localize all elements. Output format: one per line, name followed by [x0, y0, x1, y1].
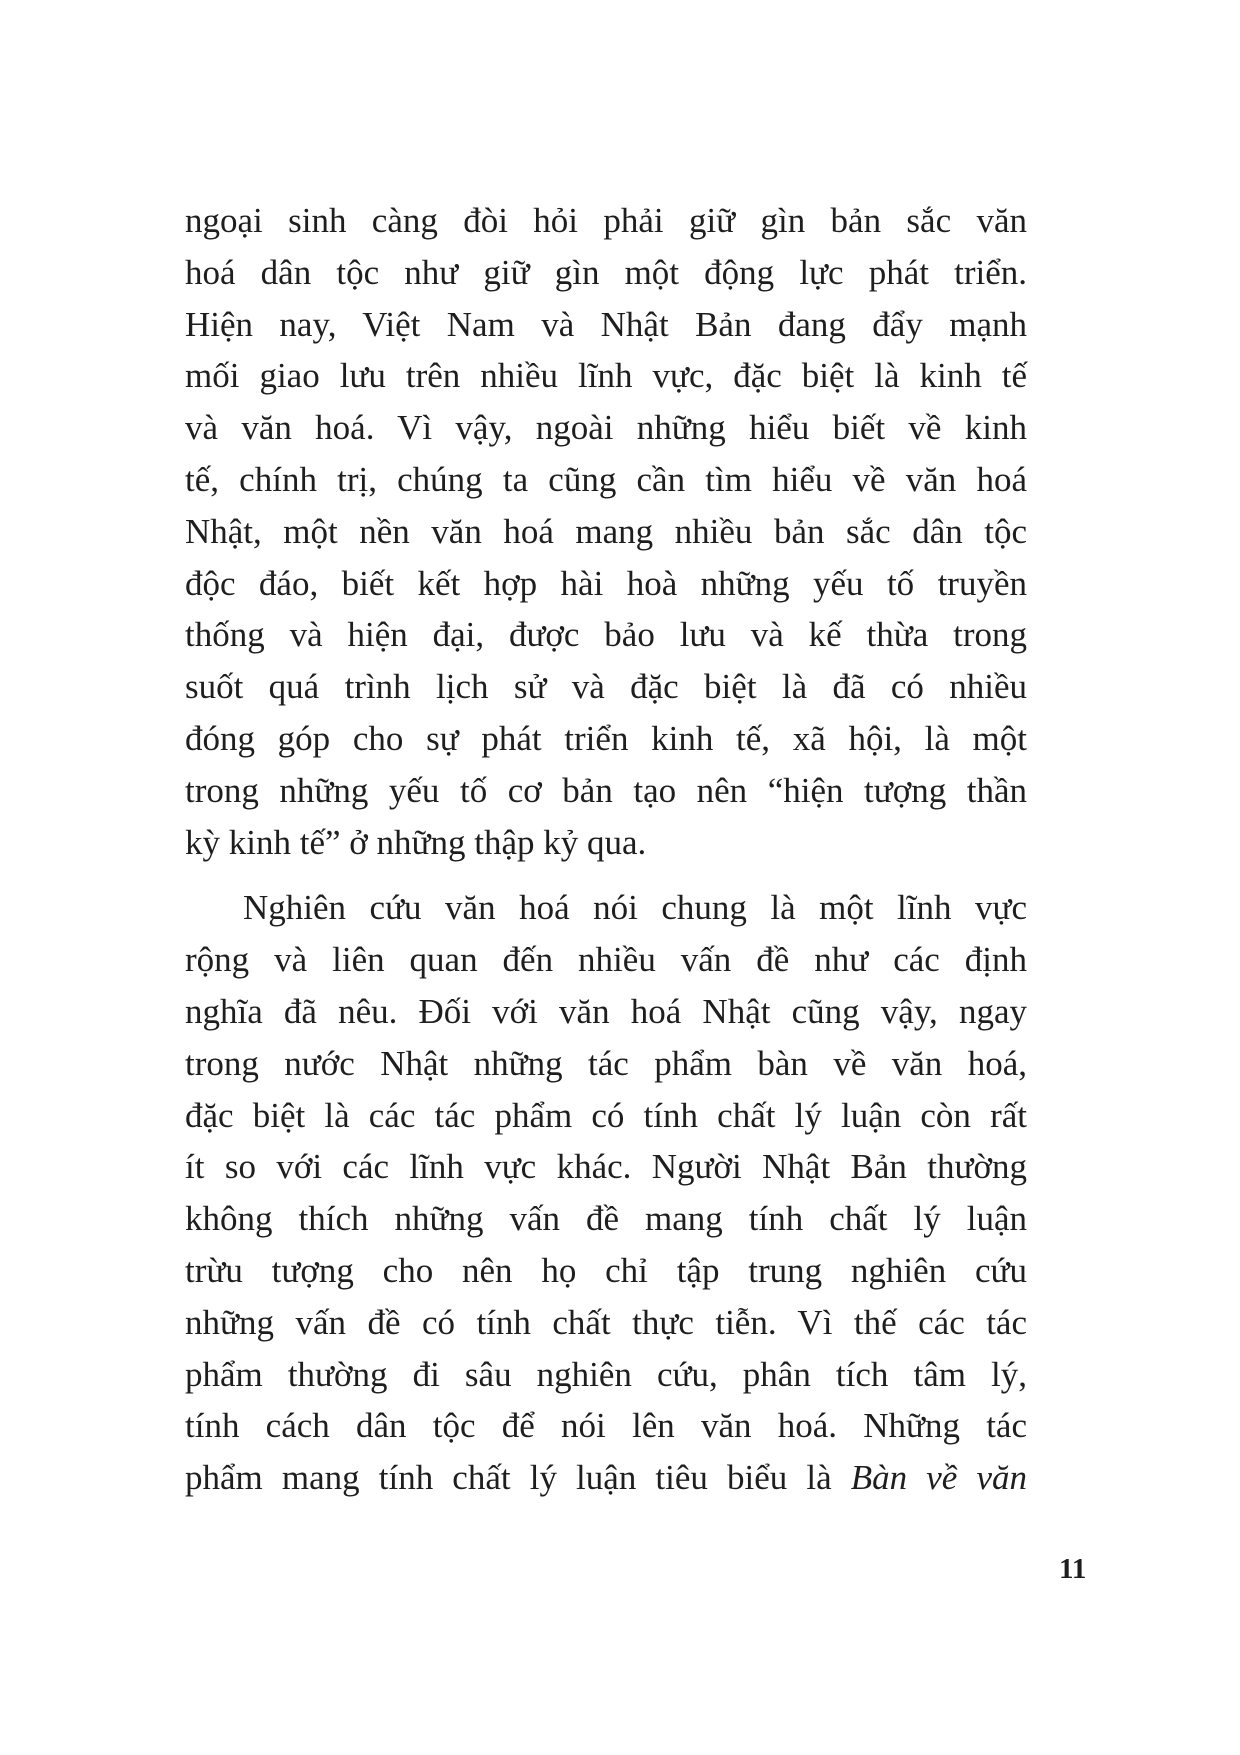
text-line: mối giao lưu trên nhiều lĩnh vực, đặc biệt là kinh tế: [185, 356, 1027, 396]
text-line: kỳ kinh tế” ở những thập kỷ qua.: [185, 822, 647, 862]
text-line: và văn hoá. Vì vậy, ngoài những hiểu biết về kinh: [185, 408, 1027, 448]
text-line: hoá dân tộc như giữ gìn một động lực phát triển.: [185, 252, 1027, 292]
text-line: nghĩa đã nêu. Đối với văn hoá Nhật cũng vậy, ngay: [185, 991, 1027, 1031]
text-line: những vấn đề có tính chất thực tiễn. Vì thế các tác: [185, 1302, 1027, 1342]
page-body: [185, 195, 1027, 1504]
text-line: độc đáo, biết kết hợp hài hoà những yếu tố truyền: [185, 563, 1027, 603]
text-line: suốt quá trình lịch sử và đặc biệt là đã có nhiều: [185, 667, 1027, 707]
text-line: rộng và liên quan đến nhiều vấn đề như các định: [185, 940, 1027, 980]
text-line: phẩm thường đi sâu nghiên cứu, phân tích tâm lý,: [185, 1354, 1027, 1394]
text-line: thống và hiện đại, được bảo lưu và kế thừa trong: [185, 615, 1027, 655]
text-line: Nhật, một nền văn hoá mang nhiều bản sắc dân tộc: [185, 511, 1027, 551]
text-line: đóng góp cho sự phát triển kinh tế, xã hội, là một: [185, 718, 1027, 758]
text-line: không thích những vấn đề mang tính chất lý luận: [185, 1199, 1027, 1239]
text-line: Nghiên cứu văn hoá nói chung là một lĩnh vực: [243, 888, 1027, 928]
text-line: đặc biệt là các tác phẩm có tính chất lý luận còn rất: [185, 1095, 1027, 1135]
page-number: 11: [1059, 1553, 1087, 1585]
text-line: trừu tượng cho nên họ chỉ tập trung nghiên cứu: [185, 1250, 1027, 1290]
text-line: trong những yếu tố cơ bản tạo nên “hiện tượng thần: [185, 770, 1027, 810]
text-line: [185, 1452, 1027, 1504]
italic-book-title: Bàn về văn: [850, 1458, 1027, 1498]
text-line: Hiện nay, Việt Nam và Nhật Bản đang đẩy mạnh: [185, 304, 1027, 344]
text-line: tế, chính trị, chúng ta cũng cần tìm hiểu về văn hoá: [185, 459, 1027, 499]
text-line: ít so với các lĩnh vực khác. Người Nhật Bản thường: [185, 1147, 1027, 1187]
paragraph-2: [185, 882, 1027, 1452]
text-line: tính cách dân tộc để nói lên văn hoá. Những tác: [185, 1406, 1027, 1446]
text-line: ngoại sinh càng đòi hỏi phải giữ gìn bản sắc văn: [185, 201, 1027, 240]
text-line: trong nước Nhật những tác phẩm bàn về văn hoá,: [185, 1043, 1027, 1083]
paragraph-1: [185, 195, 1027, 868]
text-line-plain: phẩm mang tính chất lý luận tiêu biểu là: [185, 1458, 851, 1498]
